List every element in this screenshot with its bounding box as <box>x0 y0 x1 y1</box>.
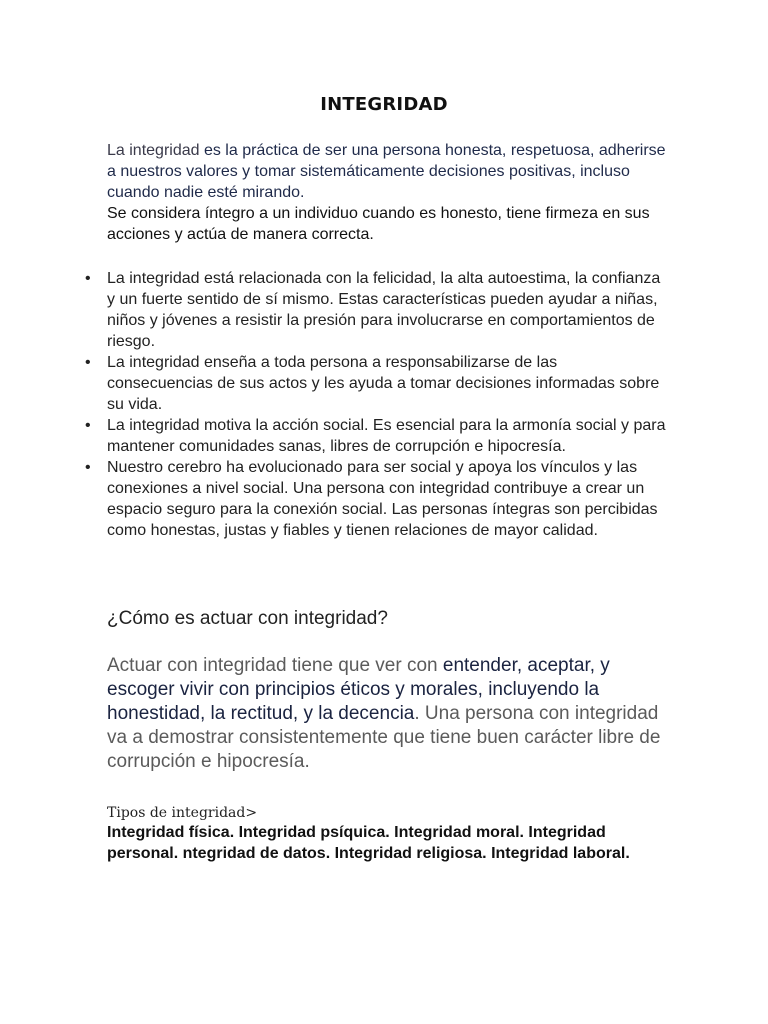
list-item-text: La integridad motiva la acción social. Es esencial para la armonía social y para mantener comunidades sanas, libres de corrupción e hipocresía. <box>107 417 666 455</box>
benefits-list <box>85 268 667 541</box>
intro-second-sentence: Se considera íntegro a un individuo cuando es honesto, tiene firmeza en sus acciones y actúa de manera correcta. <box>107 205 650 243</box>
list-item-text: La integridad enseña a toda persona a responsabilizarse de las consecuencias de sus actos y les ayuda a tomar decisiones informadas sobre su vida. <box>107 354 660 413</box>
intro-lead-term: La integridad <box>107 142 200 159</box>
list-item <box>85 268 667 352</box>
paragraph-part-1: Actuar con integridad tiene que ver con <box>107 655 443 676</box>
types-label: Tipos de integridad> <box>107 805 258 821</box>
types-list: Integridad física. Integridad psíquica. Integridad moral. Integridad personal. ntegridad de datos. Integridad religiosa. Integridad laboral. <box>107 824 630 862</box>
bullet-icon: • <box>85 417 91 434</box>
intro-paragraph <box>107 140 667 245</box>
section-heading: ¿Cómo es actuar con integridad? <box>107 608 388 629</box>
list-item <box>85 352 667 415</box>
list-item <box>85 415 667 457</box>
bullet-icon: • <box>85 270 91 287</box>
page-title: INTEGRIDAD <box>320 94 448 115</box>
intro-lead-end: . <box>300 184 305 201</box>
list-item-text: La integridad está relacionada con la felicidad, la alta autoestima, la confianza y un fuerte sentido de sí mismo. Estas características pueden ayudar a niñas, niños y jóvenes a resistir la presión para involucrarse en comportamientos de riesgo. <box>107 270 661 350</box>
list-item-text: Nuestro cerebro ha evolucionado para ser social y apoya los vínculos y las conexiones a nivel social. Una persona con integridad contribuye a crear un espacio seguro para la conexión social. Las personas íntegras son percibidas como honestas, justas y fiables y tienen relaciones de mayor calidad. <box>107 459 658 539</box>
list-item <box>85 457 667 541</box>
paragraph-part-3: . Una persona con integridad va a demostrar consistentemente que tiene buen carácter libre de corrupción e hipocresía. <box>107 703 661 772</box>
paragraph-emphasis: entender, aceptar, y escoger vivir con principios éticos y morales, incluyendo la honestidad, la rectitud, y la decencia <box>107 655 610 724</box>
bullet-icon: • <box>85 459 91 476</box>
integrity-paragraph <box>107 654 667 774</box>
intro-lead-text: es la práctica de ser una persona honesta, respetuosa, adherirse a nuestros valores y tomar sistemáticamente decisiones positivas, incluso cuando nadie esté mirando <box>107 142 666 201</box>
bullet-icon: • <box>85 354 91 371</box>
